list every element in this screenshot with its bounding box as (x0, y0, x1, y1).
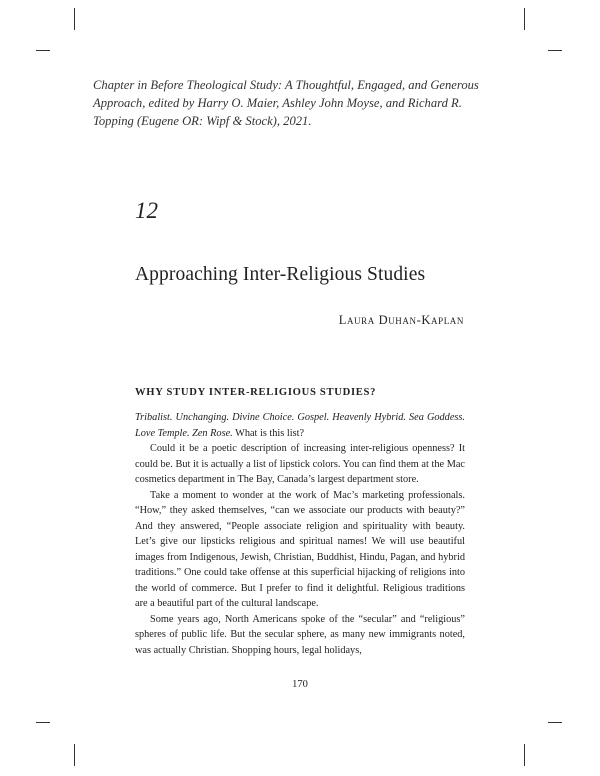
section-heading: WHY STUDY INTER-RELIGIOUS STUDIES? (135, 387, 377, 398)
crop-mark-bottom-right (524, 744, 525, 766)
author-name: Laura Duhan-Kaplan (338, 313, 464, 327)
paragraph-3: Take a moment to wonder at the work of Mac’s marketing professionals. “How,” they asked themselves, “can we associate our products with beauty?” And they answered, “People associate religion and spirituality with beauty. Let’s give our lipsticks religious and spiritual names! We will use beautiful images from Indigenous, Jewish, Christian, Buddhist, Hindu, Pagan, and hybrid traditions.” One could take offense at this superficial hijacking of religions into the world of commerce. But I prefer to find it delightful. Religious traditions are a beautiful part of the cultural landscape. (135, 489, 465, 609)
crop-mark-right-lower (548, 722, 562, 723)
crop-mark-top-left (74, 8, 75, 30)
paragraph-1-question: What is this list? (232, 427, 305, 439)
body-text (135, 410, 465, 658)
source-note: Chapter in Before Theological Study: A Thoughtful, Engaged, and Generous Approach, edited by Harry O. Maier, Ashley John Moyse, and Richard R. Topping (Eugene OR: Wipf & Stock), 2021. (93, 78, 479, 128)
paragraph-4: Some years ago, North Americans spoke of the “secular” and “religious” spheres of public life. But the secular sphere, as many new immigrants noted, was actually Christian. Shopping hours, legal holidays, (135, 613, 465, 656)
crop-mark-right-upper (548, 50, 562, 51)
crop-mark-left-lower (36, 722, 50, 723)
chapter-number: 12 (135, 198, 158, 223)
lipstick-list: Tribalist. Unchanging. Divine Choice. Gospel. Heavenly Hybrid. Sea Goddess. Love Temple. Zen Rose. (135, 412, 465, 439)
page-number: 170 (292, 679, 308, 690)
paragraph-1 (135, 410, 465, 441)
crop-mark-top-right (524, 8, 525, 30)
crop-mark-left-upper (36, 50, 50, 51)
chapter-title: Approaching Inter-Religious Studies (135, 264, 426, 285)
crop-mark-bottom-left (74, 744, 75, 766)
paragraph-2: Could it be a poetic description of increasing inter-religious openness? It could be. But it is actually a list of lipstick colors. You can find them at the Mac cosmetics department in The Bay, Canada’s largest department store. (135, 443, 465, 485)
